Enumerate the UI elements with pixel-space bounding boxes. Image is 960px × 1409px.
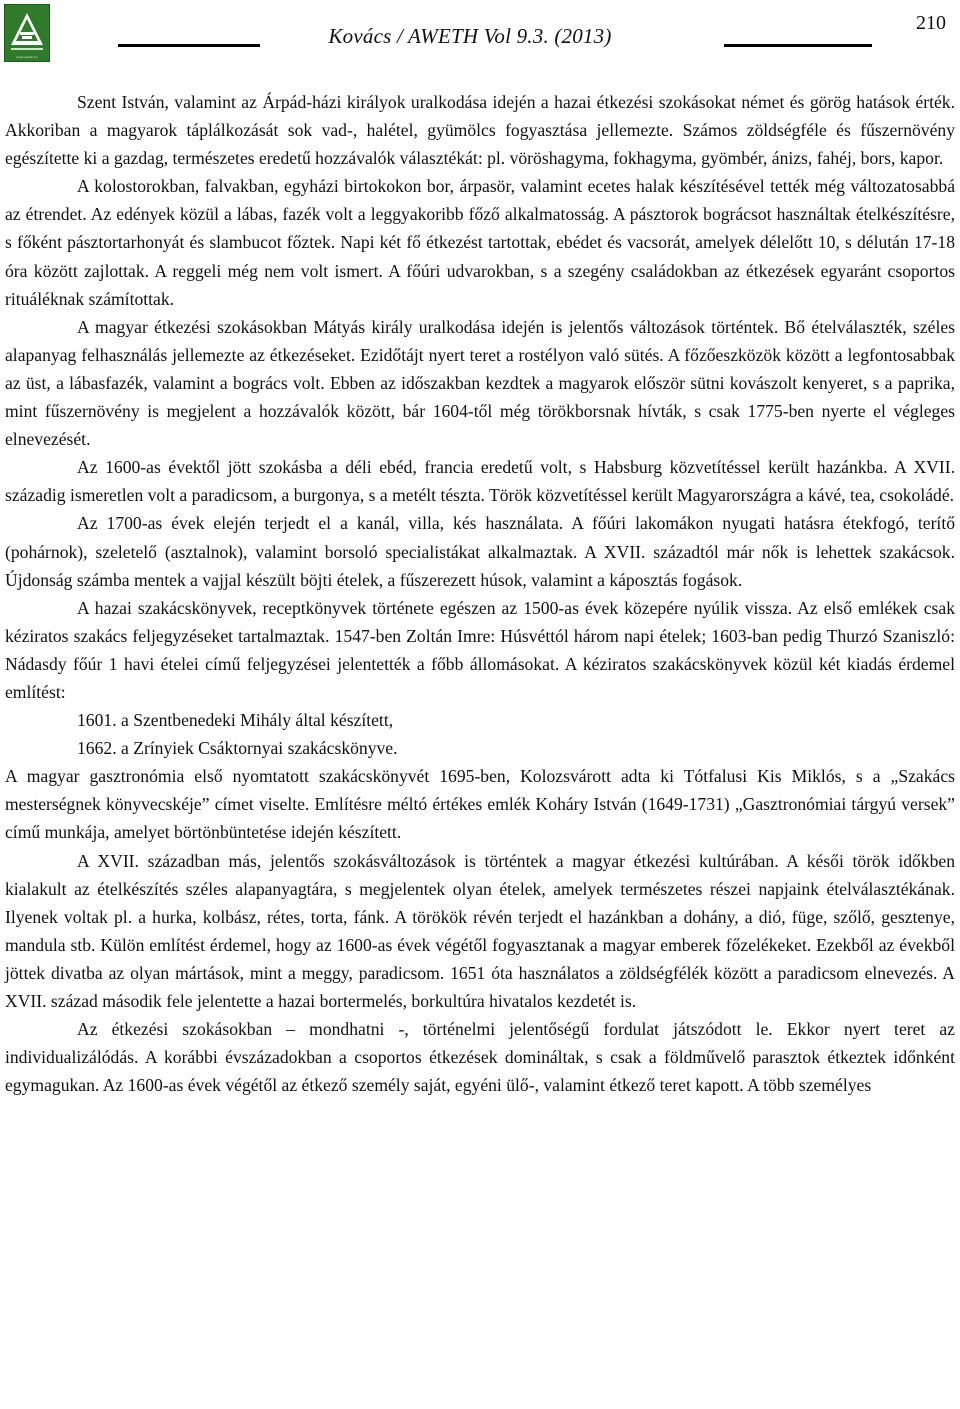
- paragraph: Az étkezési szokásokban – mondhatni -, történelmi jelentőségű fordulat játszódott le. Ekkor nyert teret az individualizálódás. A korábbi évszázadokban a csoportos étkezések domináltak, s csak a földművelő parasztok étkeztek időnként egymagukan. Az 1600-as évek végétől az étkező személy saját, egyéni ülő-, valamint étkező teret kapott. A több személyes: [5, 1019, 955, 1096]
- list-item: 1662. a Zrínyiek Csáktornyai szakácskönyve.: [77, 738, 398, 759]
- header-rule-right: [724, 44, 872, 47]
- running-title: Kovács / AWETH Vol 9.3. (2013): [328, 24, 612, 48]
- logo-emblem-icon: [5, 5, 49, 61]
- paragraph: Az 1600-as évektől jött szokásba a déli ebéd, francia eredetű volt, s Habsburg közvetítéssel került hazánkba. A XVII. századig ismeretlen volt a paradicsom, a burgonya, s a metélt tészta. Török közvetítéssel került Magyarországra a kávé, tea, csokoládé.: [5, 457, 955, 506]
- header-rule-left: [118, 44, 260, 47]
- list-item: 1601. a Szentbenedeki Mihály által készített,: [77, 710, 394, 731]
- paragraph: Szent István, valamint az Árpád-házi királyok uralkodása idején a hazai étkezési szokásokat német és görög hatások érték. Akkoriban a magyarok táplálkozását sok vad-, halétel, gyümölcs fogyasztása jellemezte. Számos zöldségféle és fűszernövény egészítette ki a gazdag, természetes eredetű hozzávalók választékát: pl. vöröshagyma, fokhagyma, gyömbér, ánizs, fahéj, bors, kapor.: [5, 92, 955, 169]
- paragraph: A kolostorokban, falvakban, egyházi birtokokon bor, árpasör, valamint ecetes halak készítésével tették még változatosabbá az étrendet. Az edények közül a lábas, fazék volt a leggyakoribb főző alkalmatosság. A pásztorok bográcsot használtak ételkészítésre, s főként pásztortarhonyát és slambucot főztek. Napi két fő étkezést tartottak, ebédet és vacsorát, amelyek délelőtt 10, s délután 17-18 óra között zajlottak. A reggeli még nem volt ismert. A főúri udvarokban, s a szegény családokban az étkezések egyaránt csoportos rituáléknak számítottak.: [5, 176, 955, 309]
- article-body: [5, 88, 955, 1099]
- paragraph: A magyar gasztronómia első nyomtatott szakácskönyvét 1695-ben, Kolozsvárott adta ki Tótfalusi Kis Miklós, s a „Szakács mesterségnek könyvecskéje” címet viselte. Említésre méltó értékes emlék Koháry István (1649-1731) „Gasztronómiai tárgyú versek” című munkája, amelyet börtönbüntetése idején készített.: [5, 766, 955, 843]
- aweth-logo: [4, 4, 50, 62]
- logo-caption: www.aweth.hu: [15, 55, 38, 59]
- paragraph: A magyar étkezési szokásokban Mátyás király uralkodása idején is jelentős változások történtek. Bő ételválaszték, széles alapanyag felhasználás jellemezte az étkezéseket. Ezidőtájt nyert teret a rostélyon való sütés. A főzőeszközök között a legfontosabbak az üst, a lábasfazék, valamint a bogrács volt. Ebben az időszakban kezdtek a magyarok először sütni kovászolt kenyeret, s a paprika, mint fűszernövény is megjelent a hozzávalók között, bár 1604-től még törökborsnak hívták, s csak 1775-ben nyerte el végleges elnevezését.: [5, 316, 955, 450]
- page-header: [0, 0, 960, 66]
- paragraph: A hazai szakácskönyvek, receptkönyvek története egészen az 1500-as évek közepére nyúlik vissza. Az első emlékek csak kéziratos szakács feljegyzéseket tartalmaztak. 1547-ben Zoltán Imre: Húsvéttól három napi ételek; 1603-ban pedig Thurzó Szaniszló: Nádasdy főúr 1 havi ételei című feljegyzései jelentették a főbb állomásokat. A kéziratos szakácskönyvek közül két kiadás érdemel említést:: [5, 597, 955, 702]
- paragraph: A XVII. században más, jelentős szokásváltozások is történtek a magyar étkezési kultúrában. A késői török időkben kialakult az ételkészítés széles alapanyagtára, s megjelentek olyan ételek, amelyek természetes részei napjaink ételválasztékának. Ilyenek voltak pl. a hurka, kolbász, rétes, torta, fánk. A törökök révén terjedt el hazánkban a dohány, a dió, füge, szőlő, gesztenye, mandula stb. Külön említést érdemel, hogy az 1600-as évek végétől fogyasztanak a magyar emberek főzelékeket. Ezekből az évekből jöttek divatba az olyan mártások, mint a meggy, paradicsom. 1651 óta használatos a zöldségfélék között a paradicsom elnevezés. A XVII. század második fele jelentette a hazai bortermelés, borkultúra hivatalos kezdetét is.: [5, 850, 955, 1011]
- paragraph: Az 1700-as évek elején terjedt el a kanál, villa, kés használata. A főúri lakomákon nyugati hatásra étekfogó, terítő (pohárnok), szeletelő (asztalnok), valamint borsoló specialistákat alkalmaztak. A XVII. századtól már nők is lehettek szakácsok. Újdonság számba mentek a vajjal készült böjti ételek, a fűszerezett húsok, valamint a káposztás fogások.: [5, 513, 955, 590]
- page-number: 210: [916, 12, 946, 34]
